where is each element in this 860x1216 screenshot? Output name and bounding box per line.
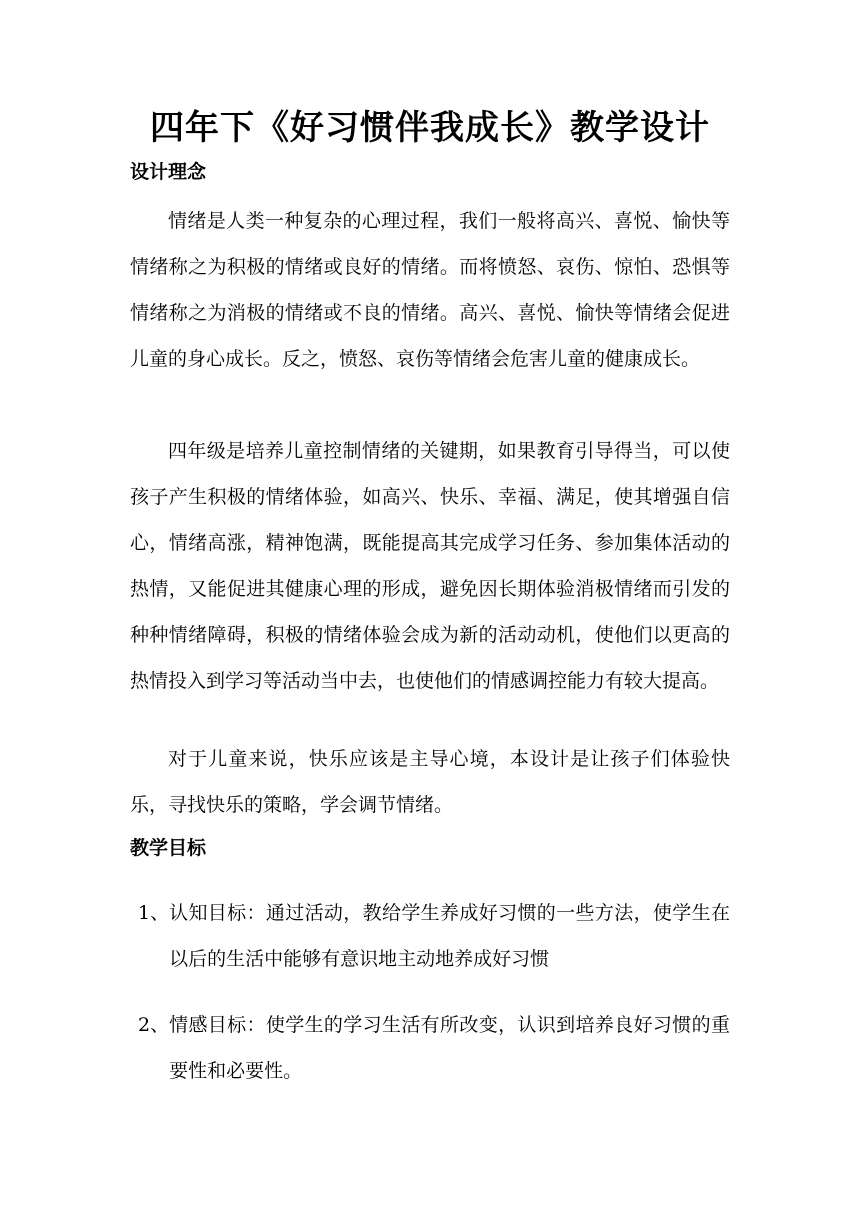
section-heading-teaching-goals: 教学目标 — [130, 837, 207, 859]
list-item — [138, 890, 730, 982]
list-item-text: 认知目标：通过活动，教给学生养成好习惯的一些方法，使学生在以后的生活中能够有意识地主动地养成好习惯 — [169, 902, 730, 970]
paragraph: 情绪是人类一种复杂的心理过程，我们一般将高兴、喜悦、愉快等情绪称之为积极的情绪或良好的情绪。而将愤怒、哀伤、惊怕、恐惧等情绪称之为消极的情绪或不良的情绪。高兴、喜悦、愉快等情绪会促进儿童的身心成长。反之，愤怒、哀伤等情绪会危害儿童的健康成长。 — [130, 210, 730, 370]
paragraph: 对于儿童来说，快乐应该是主导心境，本设计是让孩子们体验快乐，寻找快乐的策略，学会调节情绪。 — [130, 748, 730, 816]
paragraph: 四年级是培养儿童控制情绪的关键期，如果教育引导得当，可以使孩子产生积极的情绪体验，如高兴、快乐、幸福、满足，使其增强自信心，情绪高涨，精神饱满，既能提高其完成学习任务、参加集体活动的热情，又能促进其健康心理的形成，避免因长期体验消极情绪而引发的种种情绪障碍，积极的情绪体验会成为新的活动动机，使他们以更高的热情投入到学习等活动当中去，也使他们的情感调控能力有较大提高。 — [130, 440, 730, 692]
list-item-number: 1、 — [138, 902, 170, 924]
list-item — [138, 1002, 730, 1094]
section-heading-design-concept: 设计理念 — [130, 161, 207, 183]
document-title: 四年下《好习惯伴我成长》教学设计 — [150, 108, 710, 148]
list-item-number: 2、 — [138, 1014, 170, 1036]
list-item-text: 情感目标：使学生的学习生活有所改变，认识到培养良好习惯的重要性和必要性。 — [169, 1014, 730, 1082]
